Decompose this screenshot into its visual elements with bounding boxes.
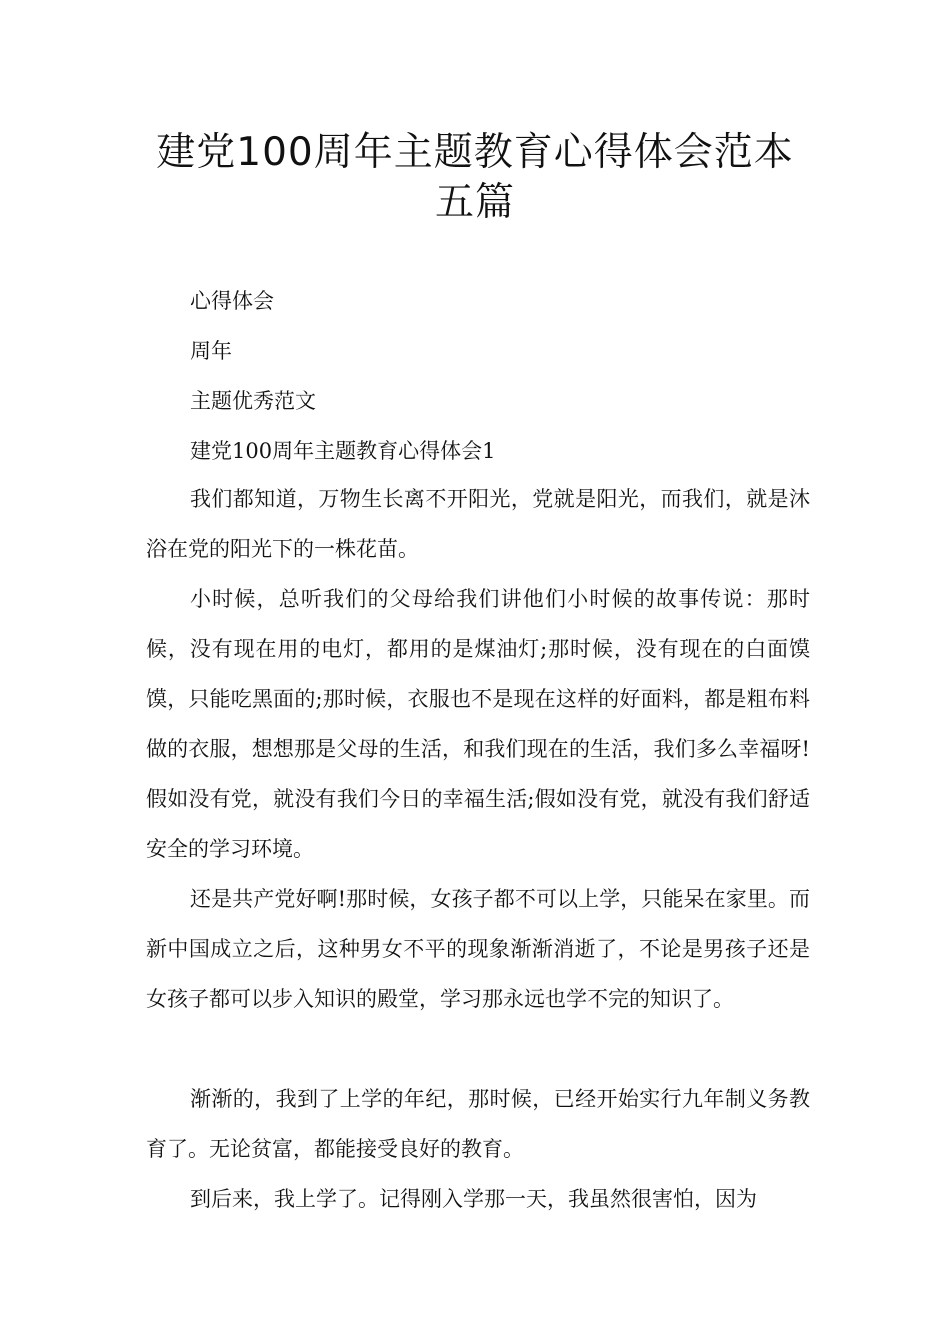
keyword-line: 周年 <box>190 339 232 363</box>
keyword-line: 心得体会 <box>190 289 274 313</box>
section-heading: 建党100周年主题教育心得体会1 <box>190 439 496 463</box>
body-paragraph: 我们都知道，万物生长离不开阳光，党就是阳光，而我们，就是沐浴在党的阳光下的一株花苗。 <box>146 487 810 561</box>
body-paragraph: 小时候，总听我们的父母给我们讲他们小时候的故事传说：那时候，没有现在用的电灯，都用的是煤油灯;那时候，没有现在的白面馍馍，只能吃黑面的;那时候，衣服也不是现在这样的好面料，都是粗布料做的衣服，想想那是父母的生活，和我们现在的生活，我们多么幸福呀!假如没有党，就没有我们今日的幸福生活;假如没有党，就没有我们舒适安全的学习环境。 <box>146 587 810 861</box>
body-paragraph: 到后来，我上学了。记得刚入学那一天，我虽然很害怕，因为 <box>190 1187 757 1211</box>
body-paragraph: 渐渐的，我到了上学的年纪，那时候，已经开始实行九年制义务教育了。无论贫富，都能接受良好的教育。 <box>146 1087 810 1161</box>
document-title: 建党100周年主题教育心得体会范本五篇 <box>156 130 794 225</box>
keyword-line: 主题优秀范文 <box>190 389 316 413</box>
body-paragraph: 还是共产党好啊!那时候，女孩子都不可以上学，只能呆在家里。而新中国成立之后，这种男女不平的现象渐渐消逝了，不论是男孩子还是女孩子都可以步入知识的殿堂，学习那永远也学不完的知识了。 <box>146 887 810 1011</box>
